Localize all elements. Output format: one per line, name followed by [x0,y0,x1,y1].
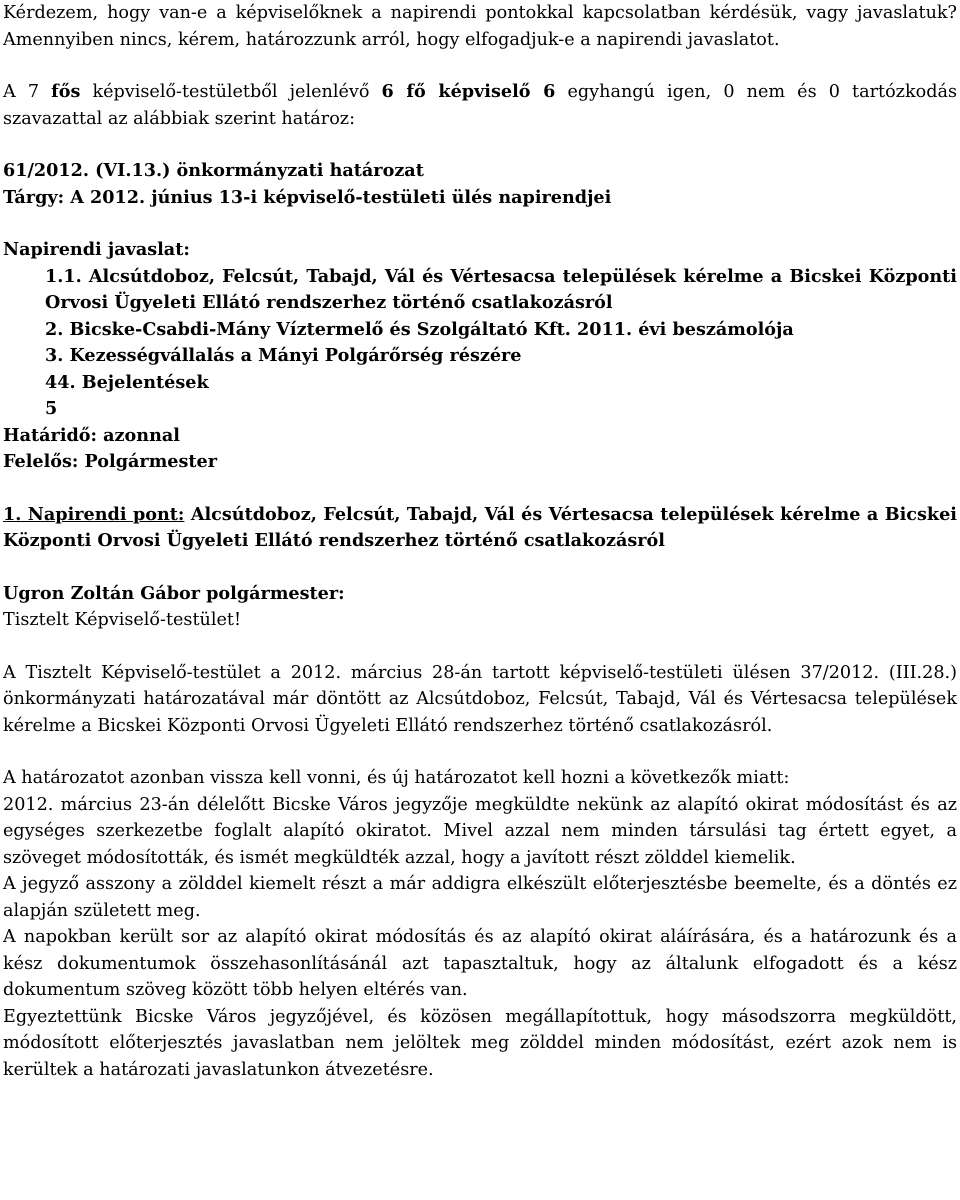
agenda-item: 5 [45,398,58,419]
agenda-item: 44. Bejelentések [45,371,209,393]
point1-title: Alcsútdoboz, Felcsút, Tabajd, Vál és Vértesacsa települések kérelme a Bicskei Központi Orvosi Ügyeleti Ellátó rendszerhez történő csatlakozásról [3,503,957,551]
responsible: Felelős: Polgármester [3,451,217,472]
intro-question: Kérdezem, hogy van-e a képviselőknek a napirendi pontokkal kapcsolatban kérdésük, vagy javaslatuk? Amennyiben nincs, kérem, határozzunk arról, hogy elfogadjuk-e a napirendi javaslatot. [3,3,957,50]
deadline: Határidő: azonnal [3,424,180,446]
vote-fos: fős [51,81,81,102]
point1-label: 1. Napirendi pont: [3,503,185,525]
body-paragraph: Egyeztettünk Bicske Város jegyzőjével, és közösen megállapítottuk, hogy másodszorra megküldött, módosított előterjesztés javaslatban nem jelöltek meg zölddel minden módosítást, ezért azok nem is kerültek a határozati javaslatunkon átvezetésre. [3,1006,957,1080]
body-paragraph: A jegyző asszony a zölddel kiemelt részt a már addigra elkészült előterjesztésbe beemelte, és a döntés ez alapján született meg. [3,874,957,921]
vote-mid1: képviselő-testületből jelenlévő [80,82,382,102]
vote-count: 6 fő képviselő 6 [381,81,556,102]
vote-statement [3,79,957,132]
agenda-item: 2. Bicske-Csabdi-Mány Víztermelő és Szolgáltató Kft. 2011. évi beszámolója [45,318,794,340]
body-paragraph: A határozatot azonban vissza kell vonni, és új határozatot kell hozni a következők miatt: [3,768,790,788]
point1-heading [3,502,957,555]
vote-prefix: A 7 [3,82,52,102]
resolution-number: 61/2012. (VI.13.) önkormányzati határozat [3,160,424,181]
agenda-item: 1.1. Alcsútdoboz, Felcsút, Tabajd, Vál és Vértesacsa települések kérelme a Bicskei Központi Orvosi Ügyeleti Ellátó rendszerhez történő csatlakozásról [45,265,957,313]
agenda-item: 3. Kezességvállalás a Mányi Polgárőrség részére [45,345,522,366]
speaker-name: Ugron Zoltán Gábor polgármester: [3,582,345,604]
resolution-subject: Tárgy: A 2012. június 13-i képviselő-testületi ülés napirendjei [3,186,612,208]
body-paragraph: A Tisztelt Képviselő-testület a 2012. március 28-án tartott képviselő-testületi ülésen 37/2012. (III.28.) önkormányzati határozatával már döntött az Alcsútdoboz, Felcsút, Tabajd, Vál és Vértesacsa települések kérelme a Bicskei Központi Orvosi Ügyeleti Ellátó rendszerhez történő csatlakozásról. [3,662,957,736]
agenda-heading: Napirendi javaslat: [3,239,190,260]
agenda-list [3,264,957,423]
body-paragraph: 2012. március 23-án délelőtt Bicske Város jegyzője megküldte nekünk az alapító okirat módosítást és az egységes szerkezetbe foglalt alapító okiratot. Mivel azzal nem minden társulási tag értett egyet, a szöveget módosították, és ismét megküldték azzal, hogy a javított részt zölddel kiemelik. [3,794,957,868]
body-paragraph: A napokban került sor az alapító okirat módosítás és az alapító okirat aláírására, és a határozunk és a kész dokumentumok összehasonlításánál azt tapasztaltuk, hogy az általunk elfogadott és a kész dokumentum szöveg között több helyen eltérés van. [3,927,957,1000]
vote-mid2: egyhangú igen, 0 nem és 0 tartózkodás szavazattal az alábbiak szerint határoz: [3,82,957,129]
speaker-greeting: Tisztelt Képviselő-testület! [3,610,242,630]
